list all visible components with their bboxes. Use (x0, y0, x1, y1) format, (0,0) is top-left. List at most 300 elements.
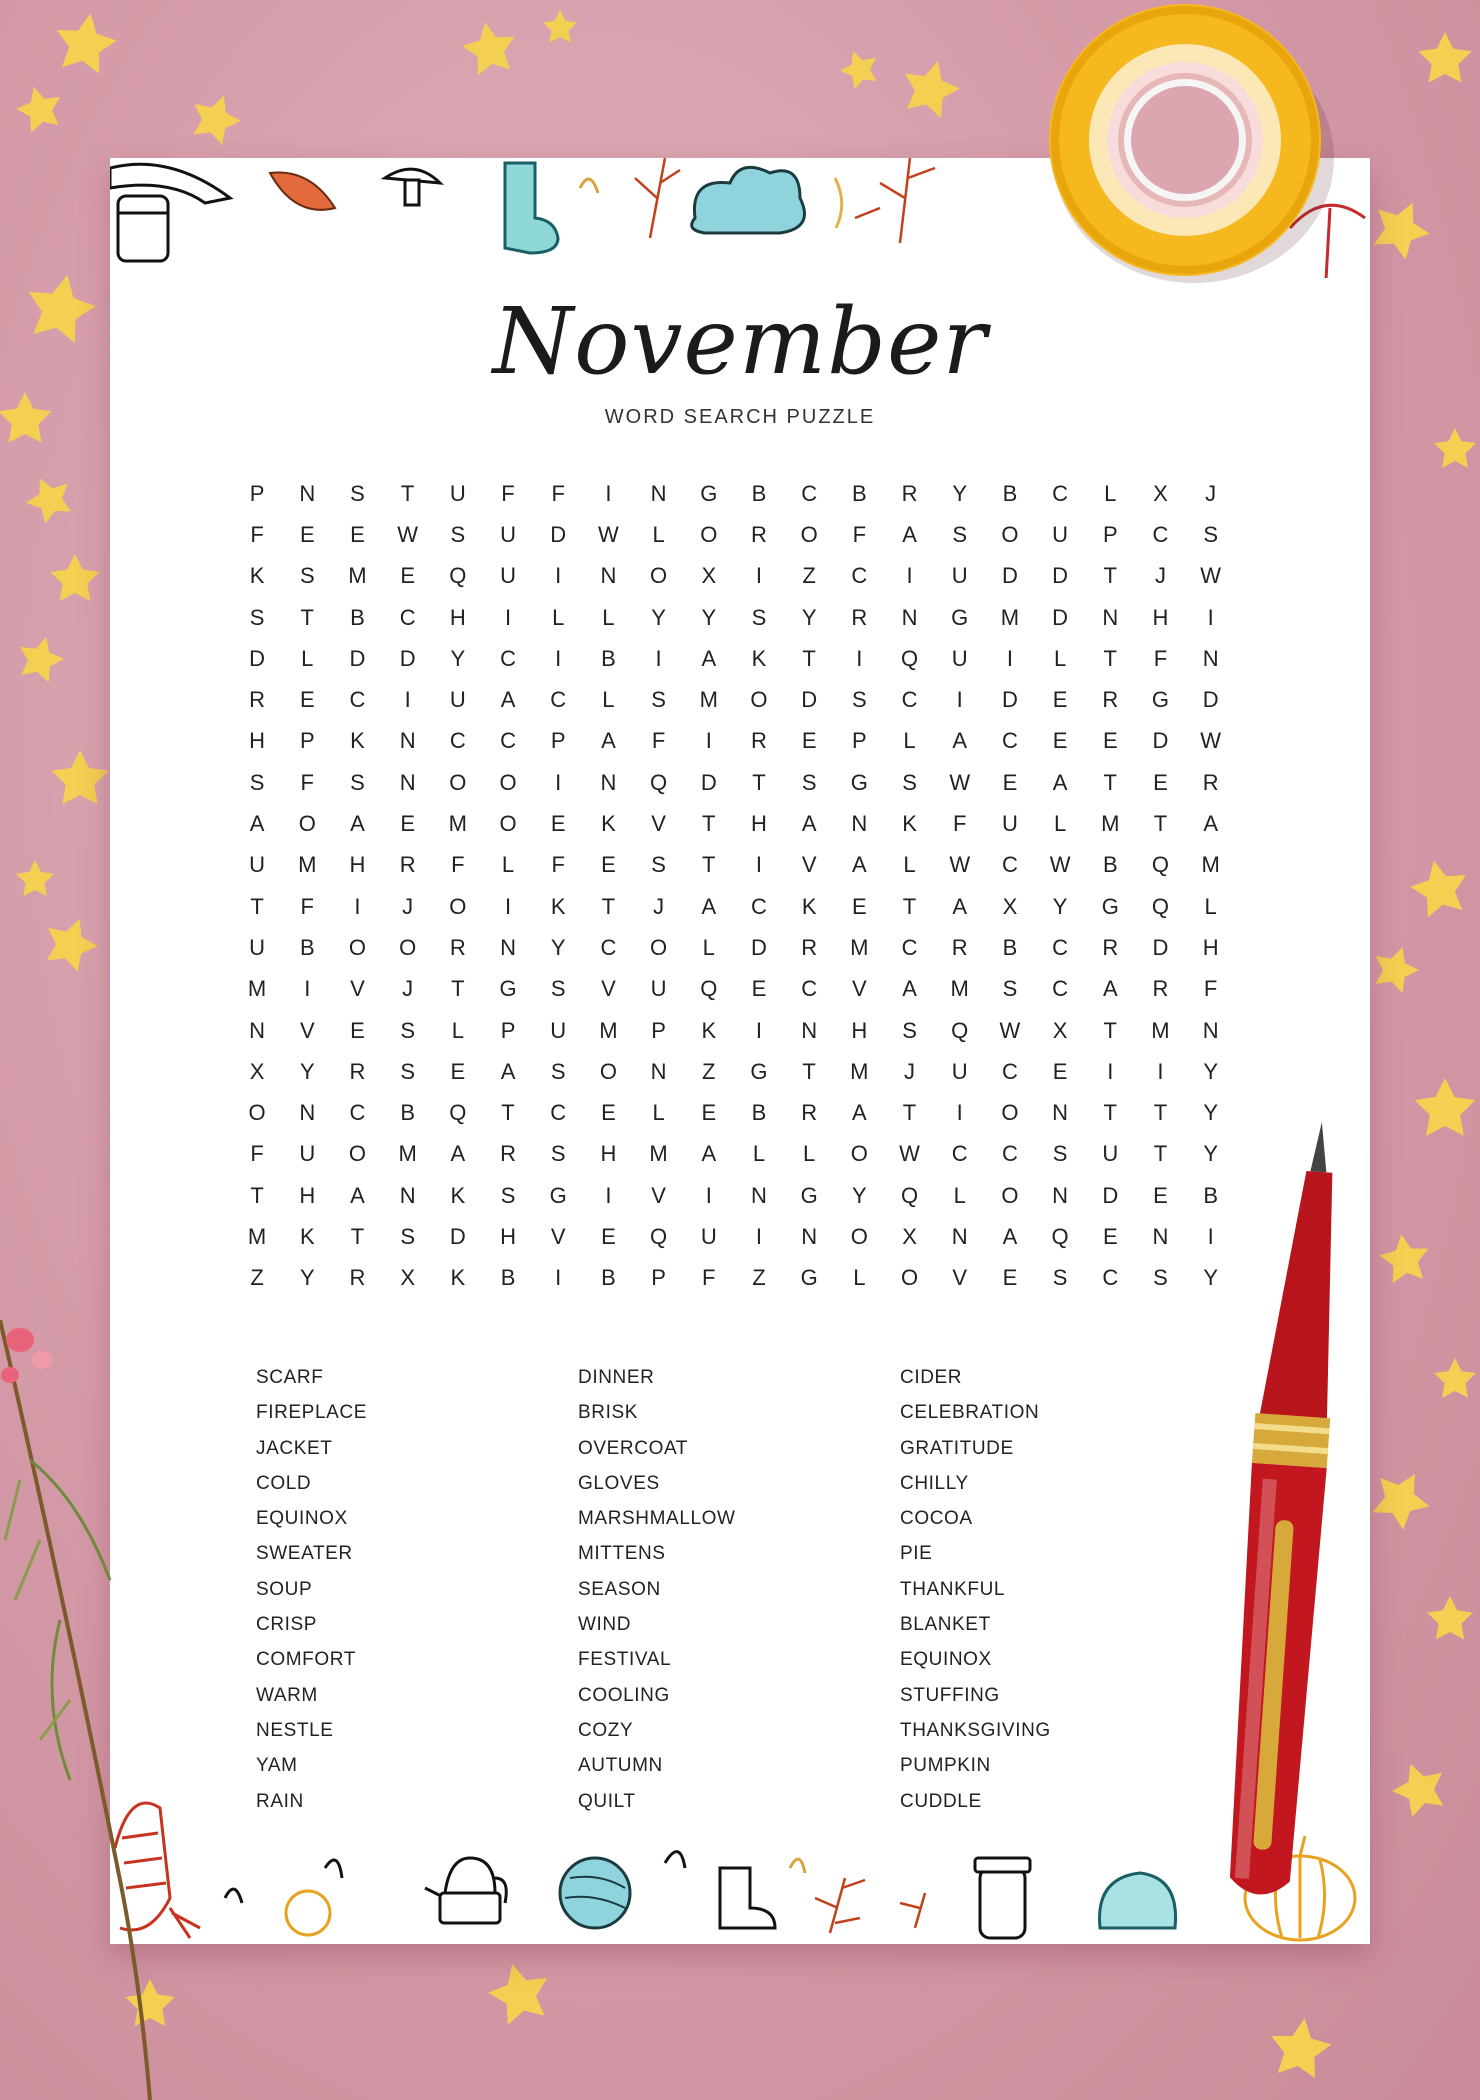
grid-letter: I (304, 976, 311, 1002)
grid-letter: O (348, 1141, 367, 1167)
grid-letter: C (1102, 1265, 1119, 1291)
grid-letter: N (299, 1100, 316, 1126)
word-item: FIREPLACE (256, 1402, 367, 1424)
grid-letter: F (551, 480, 565, 506)
grid-letter: L (552, 604, 565, 630)
grid-letter: E (400, 811, 415, 837)
grid-letter: O (650, 563, 668, 589)
grid-letter: R (751, 728, 767, 754)
grid-letter: D (1052, 563, 1069, 589)
grid-letter: K (450, 1182, 466, 1208)
grid-letter: N (801, 1017, 818, 1043)
grid-letter: G (800, 1182, 818, 1208)
grid-letter: C (1001, 1141, 1018, 1167)
grid-letter: Z (752, 1265, 766, 1291)
grid-letter: C (901, 687, 918, 713)
grid-letter: T (250, 893, 264, 919)
grid-letter: S (751, 604, 767, 630)
grid-letter: X (1052, 1017, 1068, 1043)
grid-letter: B (601, 645, 616, 671)
grid-letter: Z (250, 1265, 264, 1291)
grid-letter: U (1001, 811, 1018, 837)
grid-letter: I (1157, 1058, 1164, 1084)
grid-letter: F (702, 1265, 716, 1291)
grid-letter: I (755, 1223, 763, 1249)
grid-letter: A (1052, 769, 1068, 795)
grid-letter: G (700, 480, 718, 506)
grid-letter: D (700, 769, 717, 795)
grid-letter: R (801, 934, 818, 960)
grid-letter: B (751, 1100, 767, 1126)
grid-letter: Q (900, 1182, 919, 1208)
grid-letter: G (850, 769, 868, 795)
grid-letter: L (501, 852, 515, 878)
word-item: CHILLY (900, 1472, 969, 1494)
grid-letter: N (399, 728, 416, 754)
grid-letter: O (850, 1223, 868, 1249)
word-item: NESTLE (256, 1719, 334, 1741)
grid-letter: S (450, 521, 466, 547)
grid-letter: S (249, 604, 265, 630)
grid-letter: X (902, 1223, 917, 1249)
grid-letter: U (951, 563, 968, 589)
grid-letter: T (902, 1100, 917, 1126)
grid-letter: N (650, 480, 667, 506)
grid-letter: G (800, 1265, 818, 1291)
word-item: CUDDLE (900, 1790, 982, 1812)
grid-letter: G (549, 1182, 567, 1208)
word-item: RAIN (256, 1790, 304, 1812)
grid-letter: R (751, 521, 767, 547)
grid-letter: M (1000, 604, 1020, 630)
grid-letter: T (1153, 1100, 1168, 1126)
grid-letter: T (300, 604, 314, 630)
letter-grid (232, 473, 1236, 1299)
grid-letter: E (1002, 1265, 1018, 1291)
grid-letter: U (951, 1058, 968, 1084)
grid-letter: O (599, 1058, 617, 1084)
grid-letter: U (550, 1017, 567, 1043)
grid-letter: N (851, 811, 868, 837)
grid-letter: E (1052, 687, 1068, 713)
grid-letter: M (850, 934, 869, 960)
cloud-icon (692, 167, 805, 233)
grid-letter: J (402, 976, 414, 1002)
grid-letter: I (555, 769, 562, 795)
grid-letter: O (750, 687, 768, 713)
grid-letter: V (952, 1265, 968, 1291)
grid-letter: C (751, 893, 767, 919)
grid-letter: O (700, 521, 718, 547)
grid-letter: L (1104, 480, 1117, 506)
grid-letter: C (1001, 1058, 1018, 1084)
grid-letter: I (605, 1182, 612, 1208)
grid-letter: A (450, 1141, 466, 1167)
grid-letter: S (1052, 1141, 1068, 1167)
grid-letter: C (851, 563, 868, 589)
grid-letter: C (550, 1100, 567, 1126)
grid-letter: R (1152, 976, 1169, 1002)
grid-letter: S (1203, 521, 1218, 547)
word-item: MITTENS (578, 1543, 666, 1565)
grid-letter: T (1103, 1017, 1117, 1043)
grid-letter: U (650, 976, 667, 1002)
grid-letter: T (400, 480, 415, 506)
grid-letter: O (449, 893, 467, 919)
grid-letter: U (299, 1141, 316, 1167)
grid-letter: D (1152, 728, 1169, 754)
grid-letter: I (605, 480, 612, 506)
grid-letter: K (299, 1223, 315, 1249)
grid-letter: B (751, 480, 767, 506)
grid-letter: L (451, 1017, 464, 1043)
grid-letter: E (1052, 1058, 1068, 1084)
word-item: DINNER (578, 1367, 655, 1388)
grid-letter: O (1001, 1182, 1019, 1208)
grid-letter: B (1002, 480, 1018, 506)
word-item: SCARF (256, 1367, 324, 1388)
grid-letter: K (601, 811, 616, 837)
grid-letter: O (298, 811, 316, 837)
grid-letter: L (602, 604, 615, 630)
grid-letter: P (299, 728, 315, 754)
grid-letter: E (400, 563, 415, 589)
grid-letter: T (250, 1182, 264, 1208)
grid-letter: T (802, 1058, 816, 1084)
grid-letter: T (702, 852, 716, 878)
word-item: COLD (256, 1472, 312, 1494)
grid-letter: I (956, 687, 963, 713)
grid-letter: T (1103, 563, 1117, 589)
grid-letter: P (249, 480, 265, 506)
grid-letter: Y (801, 604, 817, 630)
grid-letter: V (852, 976, 867, 1002)
grid-letter: A (1002, 1223, 1018, 1249)
grid-letter: V (801, 852, 817, 878)
grid-letter: K (249, 563, 265, 589)
grid-letter: F (1203, 976, 1218, 1002)
word-item: THANKSGIVING (900, 1719, 1051, 1741)
grid-letter: T (601, 893, 616, 919)
branch-icon (815, 1878, 925, 1933)
grid-letter: I (906, 563, 913, 589)
grid-letter: U (500, 521, 516, 547)
grid-letter: I (555, 645, 562, 671)
grid-letter: A (1203, 811, 1218, 837)
grid-letter: C (349, 1100, 366, 1126)
flower-branch-icon (0, 1280, 200, 2100)
grid-letter: S (651, 687, 666, 713)
grid-letter: E (450, 1058, 466, 1084)
grid-letter: C (1001, 728, 1018, 754)
grid-letter: D (1202, 687, 1219, 713)
grid-letter: R (951, 934, 968, 960)
grid-letter: O (650, 934, 668, 960)
grid-letter: N (1152, 1223, 1169, 1249)
word-item: COCOA (900, 1508, 973, 1530)
grid-letter: U (1052, 521, 1069, 547)
grid-letter: N (399, 1182, 416, 1208)
grid-letter: T (902, 893, 917, 919)
grid-letter: C (500, 728, 516, 754)
grid-letter: I (856, 645, 863, 671)
page-title: November (492, 288, 988, 395)
grid-letter: D (550, 521, 567, 547)
grid-letter: D (801, 687, 818, 713)
grid-letter: S (902, 1017, 917, 1043)
grid-letter: B (500, 1265, 516, 1291)
grid-letter: S (400, 1058, 415, 1084)
grid-letter: Z (802, 563, 816, 589)
grid-letter: U (700, 1223, 717, 1249)
grid-letter: C (399, 604, 416, 630)
grid-letter: L (1204, 893, 1217, 919)
grid-letter: A (350, 811, 365, 837)
grid-letter: C (1052, 480, 1069, 506)
grid-letter: C (951, 1141, 968, 1167)
grid-letter: T (350, 1223, 365, 1249)
grid-letter: I (504, 893, 512, 919)
grid-letter: K (902, 811, 917, 837)
grid-letter: J (904, 1058, 916, 1084)
word-item: GLOVES (578, 1472, 660, 1494)
grid-letter: Y (550, 934, 566, 960)
grid-letter: T (501, 1100, 515, 1126)
grid-letter: N (299, 480, 316, 506)
grid-letter: B (852, 480, 867, 506)
grid-letter: X (1002, 893, 1018, 919)
grid-letter: N (951, 1223, 968, 1249)
grid-letter: G (499, 976, 517, 1002)
pen-icon (1190, 1120, 1370, 1920)
grid-letter: A (601, 728, 616, 754)
bottom-doodle-border (110, 1778, 1370, 1944)
grid-letter: J (1154, 563, 1166, 589)
word-item: WIND (578, 1614, 632, 1636)
boot-icon (720, 1868, 775, 1928)
grid-letter: O (800, 521, 818, 547)
grid-letter: U (951, 645, 968, 671)
grid-letter: Q (1151, 852, 1170, 878)
grid-letter: L (702, 934, 715, 960)
grid-letter: L (602, 687, 615, 713)
word-item: PUMPKIN (900, 1755, 991, 1777)
word-item: CRISP (256, 1614, 318, 1636)
word-item: COMFORT (256, 1649, 356, 1671)
grid-letter: U (500, 563, 516, 589)
grid-letter: R (349, 1058, 366, 1084)
grid-letter: L (953, 1182, 966, 1208)
grid-letter: B (299, 934, 315, 960)
grid-letter: H (349, 852, 366, 878)
grid-letter: V (550, 1223, 566, 1249)
grid-letter: B (1203, 1182, 1218, 1208)
grid-letter: A (500, 1058, 516, 1084)
grid-letter: W (1049, 852, 1071, 878)
grid-letter: P (651, 1017, 666, 1043)
grid-letter: L (903, 852, 916, 878)
grid-letter: M (599, 1017, 618, 1043)
word-item: SEASON (578, 1578, 661, 1600)
grid-letter: S (1052, 1265, 1068, 1291)
grid-letter: Y (701, 604, 717, 630)
grid-letter: A (701, 893, 717, 919)
jar-icon (975, 1858, 1030, 1938)
grid-letter: W (949, 852, 971, 878)
grid-letter: U (449, 480, 466, 506)
grid-letter: K (751, 645, 767, 671)
sock-icon (505, 163, 558, 253)
grid-letter: R (449, 934, 466, 960)
grid-letter: M (850, 1058, 869, 1084)
grid-letter: K (550, 893, 566, 919)
grid-letter: S (952, 521, 968, 547)
grid-letter: O (1001, 1100, 1019, 1126)
grid-letter: S (500, 1182, 516, 1208)
grid-letter: K (801, 893, 817, 919)
mushroom-icon (110, 164, 230, 261)
grid-letter: L (652, 521, 665, 547)
grid-letter: J (402, 893, 414, 919)
grid-letter: M (950, 976, 969, 1002)
word-item: STUFFING (900, 1684, 1000, 1706)
grid-letter: Y (450, 645, 466, 671)
grid-letter: R (851, 604, 868, 630)
grid-letter: E (550, 811, 566, 837)
grid-letter: A (701, 1141, 717, 1167)
word-item: BRISK (578, 1402, 639, 1424)
word-item: BLANKET (900, 1614, 991, 1636)
grid-letter: E (350, 521, 365, 547)
grid-letter: F (852, 521, 867, 547)
grid-letter: S (249, 769, 265, 795)
grid-letter: N (249, 1017, 266, 1043)
grid-letter: O (399, 934, 417, 960)
grid-letter: E (1153, 769, 1168, 795)
grid-letter: A (500, 687, 516, 713)
grid-letter: S (550, 1058, 566, 1084)
word-item: MARSHMALLOW (578, 1508, 736, 1530)
grid-letter: H (500, 1223, 516, 1249)
grid-letter: M (398, 1141, 417, 1167)
grid-letter: N (751, 1182, 767, 1208)
grid-letter: V (651, 811, 666, 837)
grid-letter: G (951, 604, 969, 630)
grid-letter: Q (449, 1100, 467, 1126)
grid-letter: U (449, 687, 466, 713)
grid-letter: E (1153, 1182, 1168, 1208)
grid-letter: F (250, 1141, 264, 1167)
grid-letter: I (504, 604, 512, 630)
grid-letter: G (750, 1058, 768, 1084)
word-item: JACKET (256, 1437, 333, 1459)
grid-letter: T (752, 769, 766, 795)
grid-letter: M (448, 811, 467, 837)
grid-letter: Y (1203, 1141, 1218, 1167)
grid-letter: H (1202, 934, 1219, 960)
grid-letter: F (651, 728, 666, 754)
grid-letter: Q (951, 1017, 969, 1043)
grid-letter: H (249, 728, 266, 754)
grid-letter: L (853, 1265, 866, 1291)
grid-letter: Y (299, 1265, 315, 1291)
word-item: AUTUMN (578, 1755, 663, 1777)
grid-letter: D (1001, 563, 1018, 589)
grid-letter: S (1002, 976, 1018, 1002)
word-item: FESTIVAL (578, 1649, 672, 1671)
grid-letter: M (298, 852, 317, 878)
grid-letter: D (1052, 604, 1069, 630)
grid-letter: V (601, 976, 616, 1002)
grid-letter: P (852, 728, 867, 754)
grid-letter: R (249, 687, 266, 713)
grid-letter: C (801, 480, 818, 506)
grid-letter: E (701, 1100, 717, 1126)
grid-letter: M (1201, 852, 1220, 878)
grid-letter: I (755, 1017, 763, 1043)
grid-letter: F (300, 893, 314, 919)
grid-letter: N (399, 769, 416, 795)
grid-letter: S (350, 480, 365, 506)
grid-letter: C (901, 934, 918, 960)
grid-letter: E (601, 852, 616, 878)
grid-letter: O (248, 1100, 266, 1126)
grid-letter: N (1202, 645, 1219, 671)
grid-letter: L (301, 645, 314, 671)
grid-letter: W (1200, 728, 1222, 754)
grid-letter: N (500, 934, 516, 960)
grid-letter: W (899, 1141, 920, 1167)
grid-letter: I (404, 687, 411, 713)
grid-letter: B (1102, 852, 1118, 878)
grid-letter: E (350, 1017, 365, 1043)
grid-letter: Q (700, 976, 718, 1002)
grid-letter: I (555, 563, 562, 589)
grid-letter: R (1202, 769, 1219, 795)
grid-letter: R (901, 480, 918, 506)
grid-letter: E (601, 1223, 616, 1249)
tape-roll-icon (1040, 0, 1340, 290)
grid-letter: D (349, 645, 366, 671)
grid-letter: I (956, 1100, 963, 1126)
grid-letter: I (755, 852, 763, 878)
grid-letter: B (1002, 934, 1018, 960)
grid-letter: W (1200, 563, 1222, 589)
teapot-icon (425, 1858, 506, 1923)
grid-letter: B (601, 1265, 616, 1291)
grid-letter: Y (1052, 893, 1068, 919)
grid-letter: E (1052, 728, 1068, 754)
grid-letter: Y (1203, 1265, 1218, 1291)
grid-letter: Q (900, 645, 919, 671)
grid-letter: G (1151, 687, 1170, 713)
grid-letter: S (550, 1141, 566, 1167)
grid-letter: A (852, 1100, 867, 1126)
grid-letter: O (499, 769, 517, 795)
grid-letter: I (1207, 1223, 1214, 1249)
grid-letter: D (399, 645, 416, 671)
grid-letter: S (902, 769, 917, 795)
grid-letter: F (551, 852, 565, 878)
grid-letter: R (1102, 687, 1119, 713)
grid-letter: O (1001, 521, 1019, 547)
grid-letter: E (1102, 1223, 1118, 1249)
grid-letter: Z (702, 1058, 716, 1084)
grid-letter: E (1002, 769, 1018, 795)
word-column (578, 1360, 900, 1819)
grid-letter: Q (650, 1223, 668, 1249)
word-item: WARM (256, 1684, 318, 1706)
